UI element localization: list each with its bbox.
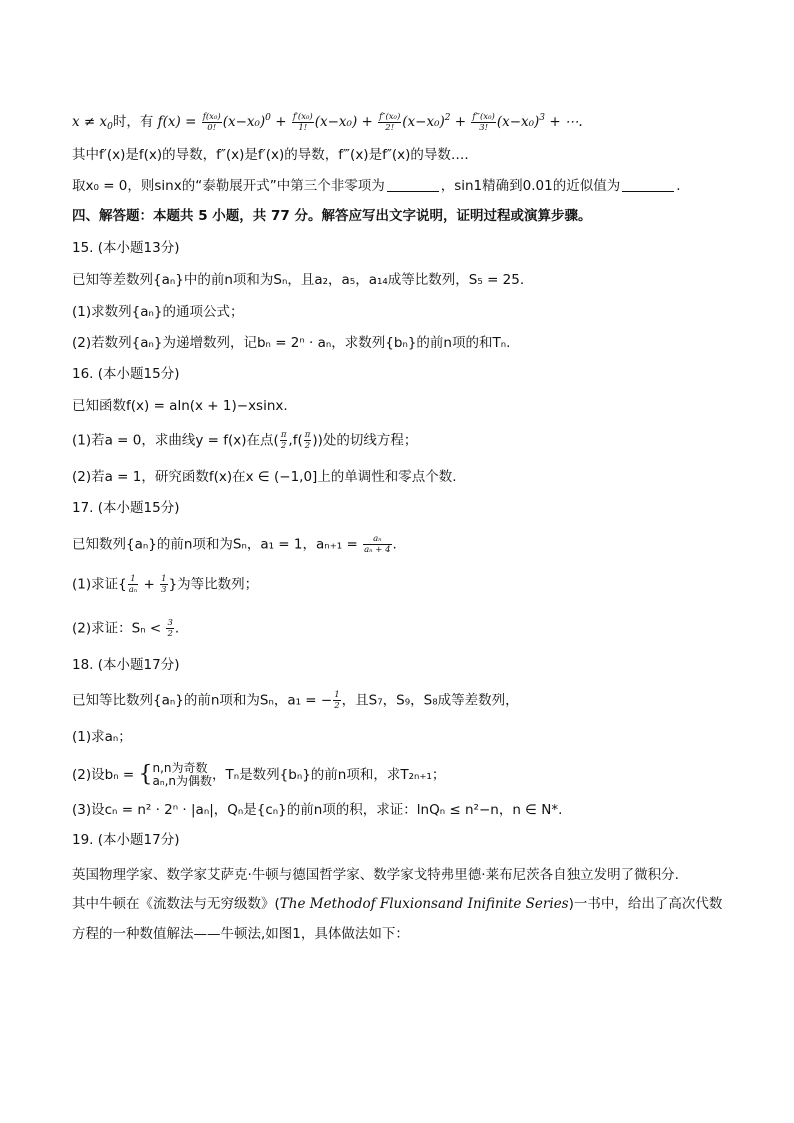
q16-pi-half-2: $\frac{\pi}{2}$	[304, 430, 311, 451]
q18-stem: 已知等比数列{aₙ}的前n项和为Sₙ，a₁ = − $\frac{1}{2}$ ，且S₇，S₉，S₈成等差数列，	[72, 690, 519, 711]
taylor-lhs: f(x) =	[157, 114, 201, 130]
q15-stem: 已知等差数列{aₙ}中的前n项和为Sₙ，且a₂，a₅，a₁₄成等比数列，S₅ = 25.	[72, 272, 525, 288]
section-header: 四、解答题：本题共 5 小题，共 77 分。解答应写出文字说明，证明过程或演算步骤。	[72, 208, 592, 224]
q17-part2: (2)求证：Sₙ < $\frac{3}{2}$ .	[72, 618, 180, 639]
taylor-term-1-coef: $\frac{\text{f′(x₀)}}{1!}$	[292, 111, 313, 133]
taylor-prefix: x ≠ x	[72, 114, 108, 130]
q18-part3: (3)设cₙ = n² · 2ⁿ · |aₙ|，Qₙ是{cₙ}的前n项的积，求证：lnQₙ ≤ n²−n，n ∈ N*.	[72, 802, 563, 818]
q19-line2: 其中牛顿在《流数法与无穷级数》(The Methodof Fluxionsand Inifinite Series)一书中，给出了高次代数	[72, 896, 723, 912]
q17-recurrence-frac: $\frac{\text{aₙ}}{\text{aₙ + 4}}$	[364, 534, 391, 555]
q18-part2: (2)设bₙ = { n,n为奇数 aₙ,n为偶数 ，Tₙ是数列{bₙ}的前n项和，求T₂ₙ₊₁；	[72, 761, 446, 788]
derivative-note: 其中f′(x)是f(x)的导数，f″(x)是f′(x)的导数，f‴(x)是f″(x)的导数….	[72, 147, 469, 163]
q17-part1: (1)求证{ $\frac{1}{\text{aₙ}}$ + $\frac{1}{3}$ }为等比数列；	[72, 574, 259, 595]
piecewise-brace: {	[138, 762, 153, 787]
q16-part2: (2)若a = 1，研究函数f(x)在x ∈ (−1,0]上的单调性和零点个数.	[72, 469, 457, 485]
taylor-term-2-coef: $\frac{\text{f″(x₀)}}{2!}$	[379, 111, 401, 133]
q17-header: 17. (本小题15分)	[72, 500, 180, 516]
q15-part2: (2)若数列{aₙ}为递增数列，记bₙ = 2ⁿ · aₙ，求数列{bₙ}的前n项的和Tₙ.	[72, 335, 511, 351]
q18-part1: (1)求aₙ；	[72, 729, 132, 745]
q16-pi-half-1: $\frac{\pi}{2}$	[280, 430, 287, 451]
q19-header: 19. (本小题17分)	[72, 832, 180, 848]
q15-header: 15. (本小题13分)	[72, 240, 180, 256]
book-title: The Methodof Fluxionsand Inifinite Series	[279, 896, 569, 912]
answer-blank-1[interactable]	[387, 179, 439, 192]
q19-line1: 英国物理学家、数学家艾萨克·牛顿与德国哲学家、数学家戈特弗里德·莱布尼茨各自独立发明了微积分.	[72, 867, 679, 883]
piecewise-cases: n,n为奇数 aₙ,n为偶数	[152, 761, 213, 788]
taylor-term-0-coef: $\frac{\text{f(x₀)}}{0!}$	[202, 111, 221, 133]
q16-part1: (1)若a = 0，求曲线y = f(x)在点( $\frac{\pi}{2}$ ,f( $\frac{\pi}{2}$ ))处的切线方程；	[72, 430, 418, 451]
answer-blank-2[interactable]	[622, 179, 674, 192]
q16-header: 16. (本小题15分)	[72, 366, 180, 382]
q16-stem: 已知函数f(x) = aln(x + 1)−xsinx.	[72, 398, 288, 414]
q17-stem: 已知数列{aₙ}的前n项和为Sₙ，a₁ = 1，aₙ₊₁ = $\frac{\text{aₙ}}{\text{aₙ + 4}}$ .	[72, 534, 397, 555]
taylor-fill-question: 取x₀ = 0，则sinx的“泰勒展开式”中第三个非零项为 ，sin1精确到0.01的近似值为 .	[72, 178, 681, 194]
taylor-formula-line: $x \ne x_0$时，有 f(x) = $\frac{\text{f(x₀)}}{0!}$ $(x-x_0)^0$ + $\frac{\text{f′(x₀)}}{1!}$ (x−x₀) + $\frac{\text{f″(x₀)}}{2!}$ $(x-x_0)^2$ + $\frac{\text{f‴(x₀)}}{3!}$ $(x-x_0)^3$ + ⋯.	[72, 111, 583, 133]
taylor-term-3-coef: $\frac{\text{f‴(x₀)}}{3!}$	[472, 111, 495, 133]
q19-line3: 方程的一种数值解法——牛顿法,如图1，具体做法如下：	[72, 926, 409, 942]
q15-part1: (1)求数列{aₙ}的通项公式；	[72, 304, 244, 320]
q18-header: 18. (本小题17分)	[72, 657, 180, 673]
